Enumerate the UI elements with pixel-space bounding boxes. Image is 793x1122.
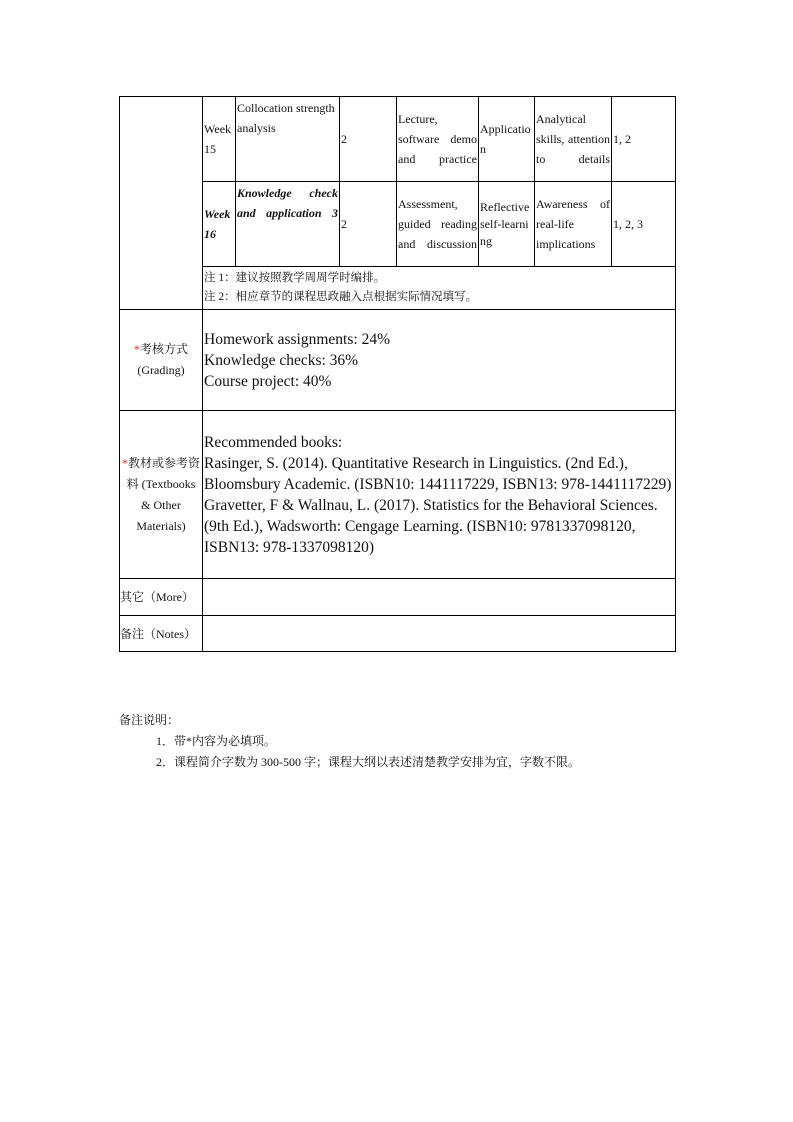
grading-row	[120, 310, 676, 411]
topic-cell: Collocation strength analysis	[236, 97, 340, 182]
schedule-row-week-15	[120, 97, 676, 182]
required-star: *	[133, 342, 140, 356]
textbooks-row	[120, 411, 676, 579]
skills-cell: Awareness of real-life implications	[535, 182, 612, 267]
schedule-notes-cell	[203, 267, 676, 310]
grading-line-project: Course project: 40%	[204, 372, 332, 390]
grading-line-knowledge-checks: Knowledge checks: 36%	[204, 351, 359, 369]
textbooks-label-en-3: Materials)	[136, 518, 186, 533]
teaching-method-cell: Lecture, software demo and practice	[397, 97, 479, 182]
teaching-method-cell: Assessment, guided reading and discussion	[397, 182, 479, 267]
week-cell: Week 15	[203, 97, 236, 182]
footer-item-2: 2．课程简介字数为 300-500 字；课程大纲以表述清楚教学安排为宜，字数不限。	[156, 755, 580, 769]
grading-label	[120, 310, 203, 411]
grading-content	[203, 310, 676, 411]
more-content	[203, 579, 676, 616]
week-cell: Week 16	[203, 182, 236, 267]
grading-label-en: (Grading)	[137, 363, 185, 377]
skills-cell: Analytical skills, attention to details	[535, 97, 612, 182]
schedule-note-1: 注 1：建议按照教学周周学时编排。	[204, 272, 386, 284]
topic-cell: Knowledge check and application 3	[236, 182, 340, 267]
footer-title: 备注说明：	[119, 713, 180, 727]
schedule-label-cell	[120, 97, 203, 310]
textbooks-label-cn: 教材或参考资	[127, 455, 200, 470]
textbooks-label-en: (Textbooks	[141, 476, 196, 491]
schedule-row-week-16	[120, 182, 676, 267]
notes-row	[120, 616, 676, 652]
hours-cell: 2	[340, 97, 397, 182]
reference-gravetter: Gravetter, F & Wallnau, L. (2017). Statistics for the Behavioral Sciences. (9th Ed.), Wadsworth: Cengage Learning. (ISBN10: 9781337098120, ISBN13: 978-1337098120)	[204, 496, 658, 556]
cognitive-level-cell: Reflective self-learning	[479, 182, 535, 267]
notes-content	[203, 616, 676, 652]
more-row	[120, 579, 676, 616]
objectives-cell: 1, 2	[612, 97, 676, 182]
required-star: *	[121, 455, 128, 470]
schedule-notes-row	[120, 267, 676, 310]
footer-notes	[119, 710, 580, 773]
reference-rasinger: Rasinger, S. (2014). Quantitative Research in Linguistics. (2nd Ed.), Bloomsbury Academic. (ISBN10: 1441117229, ISBN13: 978-1441117229)	[204, 454, 672, 493]
hours-cell: 2	[340, 182, 397, 267]
more-label: 其它（More）	[120, 579, 203, 616]
notes-label: 备注（Notes）	[120, 616, 203, 652]
grading-line-homework: Homework assignments: 24%	[204, 330, 390, 348]
syllabus-table	[119, 96, 676, 652]
recommended-books-heading: Recommended books:	[204, 433, 343, 451]
schedule-note-2: 注 2：相应章节的课程思政融入点根据实际情况填写。	[204, 291, 478, 303]
textbooks-content	[203, 411, 676, 579]
objectives-cell: 1, 2, 3	[612, 182, 676, 267]
grading-label-cn: 考核方式	[139, 342, 188, 356]
textbooks-label-en-2: & Other	[141, 497, 181, 512]
textbooks-label	[120, 411, 203, 579]
textbooks-label-cn-cont: 料	[126, 476, 139, 491]
cognitive-level-cell: Application	[479, 97, 535, 182]
footer-item-1: 1．带*内容为必填项。	[156, 734, 277, 748]
